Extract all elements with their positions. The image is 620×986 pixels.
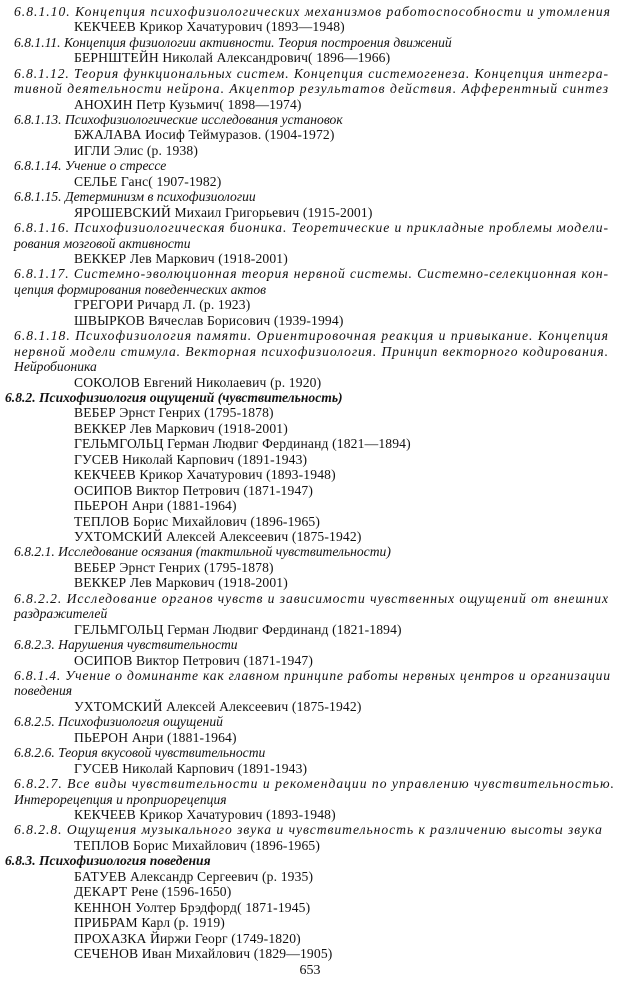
person-entry: ВЕБЕР Эрнст Генрих (1795-1878) bbox=[74, 405, 274, 420]
subsection-heading: поведения bbox=[14, 683, 73, 698]
person-entry: ПЬЕРОН Анри (1881-1964) bbox=[74, 730, 237, 745]
person-entry: АНОХИН Петр Кузьмич( 1898—1974) bbox=[74, 97, 302, 112]
subsection-heading: 6.8.2.5. Психофизиология ощущений bbox=[14, 714, 223, 729]
subsection-heading: 6.8.2.8. Ощущения музыкального звука и чувствительность к различению высоты звука bbox=[14, 822, 603, 837]
person-entry: ГУСЕВ Николай Карпович (1891-1943) bbox=[74, 761, 308, 776]
person-entry: СОКОЛОВ Евгений Николаевич (р. 1920) bbox=[74, 375, 322, 390]
subsection-heading: 6.8.1.17. Системно-эволюционная теория нервной системы. Системно-селекционная кон- bbox=[14, 266, 609, 281]
person-entry: КЕКЧЕЕВ Крикор Хачатурович (1893—1948) bbox=[74, 19, 345, 34]
subsection-heading: 6.8.1.10. Концепция психофизиологических механизмов работоспособности и утомления bbox=[14, 4, 611, 19]
subsection-heading: 6.8.2.7. Все виды чувствительности и рекомендации по управлению чувствительностью. bbox=[14, 776, 615, 791]
person-entry: ДЕКАРТ Рене (1596-1650) bbox=[74, 884, 232, 899]
person-entry: ВЕККЕР Лев Маркович (1918-2001) bbox=[74, 251, 288, 266]
person-entry: ГЕЛЬМГОЛЬЦ Герман Людвиг Фердинанд (1821-1894) bbox=[74, 622, 402, 637]
person-entry: УХТОМСКИЙ Алексей Алексеевич (1875-1942) bbox=[74, 529, 362, 544]
person-entry: БЕРНШТЕЙН Николай Александрович( 1896—1966) bbox=[74, 50, 391, 65]
subsection-heading: 6.8.1.14. Учение о стрессе bbox=[14, 158, 167, 173]
person-entry: БАТУЕВ Александр Сергеевич (р. 1935) bbox=[74, 869, 314, 884]
subsection-heading: раздражителей bbox=[14, 606, 108, 621]
person-entry: ГЕЛЬМГОЛЬЦ Герман Людвиг Фердинанд (1821—1894) bbox=[74, 436, 411, 451]
subsection-heading: 6.8.2.3. Нарушения чувствительности bbox=[14, 637, 238, 652]
person-entry: ПРИБРАМ Карл (р. 1919) bbox=[74, 915, 225, 930]
subsection-heading: 6.8.2.2. Исследование органов чувств и зависимости чувственных ощущений от внешних bbox=[14, 591, 609, 606]
subsection-heading: 6.8.1.4. Учение о доминанте как главном принципе работы нервных центров и организации bbox=[14, 668, 611, 683]
person-entry: ГРЕГОРИ Ричард Л. (р. 1923) bbox=[74, 297, 251, 312]
person-entry: ВЕБЕР Эрнст Генрих (1795-1878) bbox=[74, 560, 274, 575]
person-entry: ЯРОШЕВСКИЙ Михаил Григорьевич (1915-2001) bbox=[74, 205, 373, 220]
subsection-heading: рования мозговой активности bbox=[14, 236, 191, 251]
subsection-heading: нервной модели стимула. Векторная психофизиология. Принцип векторного кодирования. bbox=[14, 344, 609, 359]
person-entry: ОСИПОВ Виктор Петрович (1871-1947) bbox=[74, 653, 314, 668]
person-entry: СЕЛЬЕ Ганс( 1907-1982) bbox=[74, 174, 222, 189]
person-entry: ИГЛИ Элис (р. 1938) bbox=[74, 143, 199, 158]
section-heading: 6.8.2. Психофизиология ощущений (чувствительность) bbox=[5, 390, 343, 405]
subsection-heading: 6.8.2.6. Теория вкусовой чувствительности bbox=[14, 745, 266, 760]
subsection-heading: 6.8.1.18. Психофизиология памяти. Ориентировочная реакция и привыкание. Концепция bbox=[14, 328, 610, 343]
subsection-heading: 6.8.1.11. Концепция физиологии активности. Теория построения движений bbox=[14, 35, 452, 50]
subsection-heading: 6.8.1.12. Теория функциональных систем. Концепция системогенеза. Концепция интегра- bbox=[14, 66, 609, 81]
subsection-heading: тивной деятельности нейрона. Акцептор результатов действия. Афферентный синтез bbox=[14, 81, 610, 96]
person-entry: ШВЫРКОВ Вячеслав Борисович (1939-1994) bbox=[74, 313, 344, 328]
person-entry: ПРОХАЗКА Йиржи Георг (1749-1820) bbox=[74, 931, 301, 946]
section-heading: 6.8.3. Психофизиология поведения bbox=[5, 853, 211, 868]
subsection-heading: Нейробионика bbox=[14, 359, 97, 374]
person-entry: ТЕПЛОВ Борис Михайлович (1896-1965) bbox=[74, 514, 321, 529]
person-entry: КЕННОН Уолтер Брэдфорд( 1871-1945) bbox=[74, 900, 311, 915]
subsection-heading: 6.8.1.13. Психофизиологические исследования установок bbox=[14, 112, 343, 127]
person-entry: ВЕККЕР Лев Маркович (1918-2001) bbox=[74, 575, 288, 590]
subsection-heading: 6.8.1.16. Психофизиологическая бионика. Теоретические и прикладные проблемы модели- bbox=[14, 220, 609, 235]
subsection-heading: Интерорецепция и проприорецепция bbox=[14, 792, 227, 807]
person-entry: БЖАЛАВА Иосиф Теймуразов. (1904-1972) bbox=[74, 127, 335, 142]
subsection-heading: 6.8.1.15. Детерминизм в психофизиологии bbox=[14, 189, 256, 204]
person-entry: УХТОМСКИЙ Алексей Алексеевич (1875-1942) bbox=[74, 699, 362, 714]
person-entry: ОСИПОВ Виктор Петрович (1871-1947) bbox=[74, 483, 314, 498]
person-entry: ГУСЕВ Николай Карпович (1891-1943) bbox=[74, 452, 308, 467]
page-number: 653 bbox=[299, 963, 321, 978]
person-entry: ПЬЕРОН Анри (1881-1964) bbox=[74, 498, 237, 513]
person-entry: КЕКЧЕЕВ Крикор Хачатурович (1893-1948) bbox=[74, 807, 336, 822]
person-entry: КЕКЧЕЕВ Крикор Хачатурович (1893-1948) bbox=[74, 467, 336, 482]
subsection-heading: 6.8.2.1. Исследование осязания (тактильной чувствительности) bbox=[14, 544, 391, 559]
person-entry: ТЕПЛОВ Борис Михайлович (1896-1965) bbox=[74, 838, 321, 853]
subsection-heading: цепция формирования поведенческих актов bbox=[14, 282, 267, 297]
person-entry: СЕЧЕНОВ Иван Михайлович (1829—1905) bbox=[74, 946, 333, 961]
person-entry: ВЕККЕР Лев Маркович (1918-2001) bbox=[74, 421, 288, 436]
